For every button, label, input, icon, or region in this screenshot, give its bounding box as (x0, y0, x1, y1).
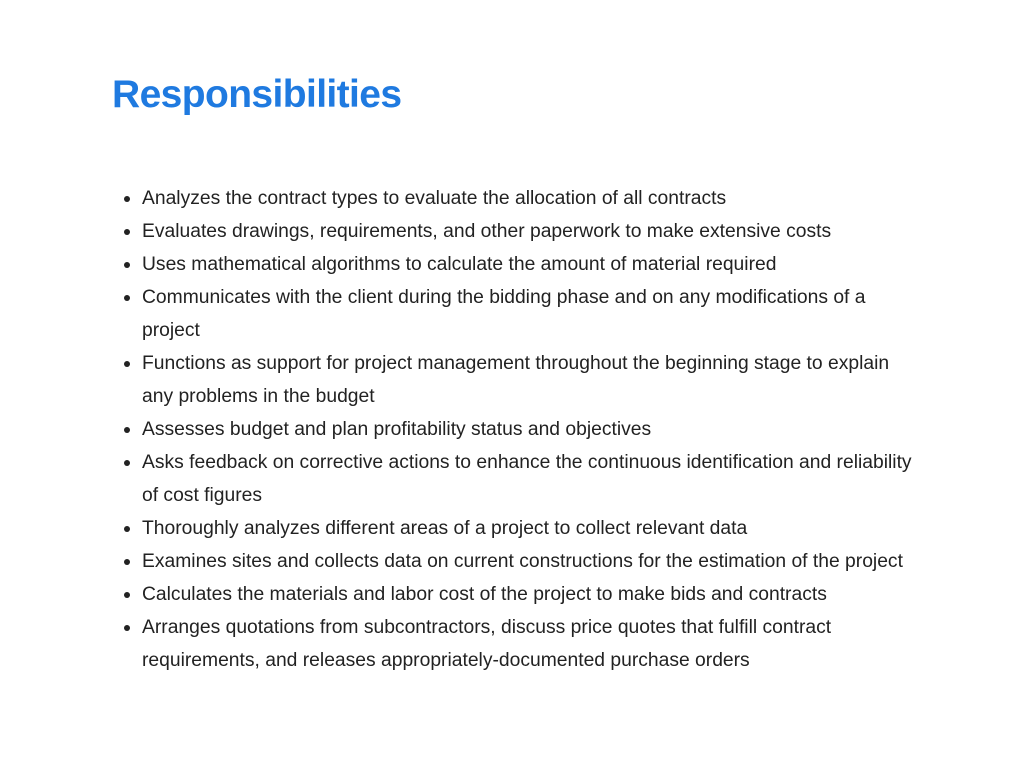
list-item-text: Analyzes the contract types to evaluate the allocation of all contracts (142, 188, 727, 209)
list-item (142, 611, 922, 677)
list-item (142, 413, 922, 446)
list-item-text: Calculates the materials and labor cost of the project to make bids and contracts (142, 584, 827, 605)
list-item-text: Asks feedback on corrective actions to enhance the continuous identification and reliability of cost figures (142, 452, 912, 506)
list-item (142, 578, 922, 611)
list-item-text: Communicates with the client during the bidding phase and on any modifications of a project (142, 287, 866, 341)
bullet-icon (124, 559, 130, 565)
bullet-icon (124, 229, 130, 235)
list-item-text: Thoroughly analyzes different areas of a project to collect relevant data (142, 518, 748, 539)
list-item (142, 281, 922, 347)
bullet-icon (124, 196, 130, 202)
list-item-text: Evaluates drawings, requirements, and other paperwork to make extensive costs (142, 221, 832, 242)
list-item (142, 248, 922, 281)
list-item (142, 182, 922, 215)
bullet-icon (124, 262, 130, 268)
section-heading: Responsibilities (112, 73, 402, 116)
list-item-text: Uses mathematical algorithms to calculate the amount of material required (142, 254, 777, 275)
list-item (142, 446, 922, 512)
bullet-icon (124, 526, 130, 532)
bullet-icon (124, 361, 130, 367)
bullet-icon (124, 427, 130, 433)
responsibilities-list (112, 182, 922, 677)
bullet-icon (124, 460, 130, 466)
list-item (142, 512, 922, 545)
bullet-icon (124, 592, 130, 598)
list-item (142, 215, 922, 248)
list-item-text: Functions as support for project management throughout the beginning stage to explain any problems in the budget (142, 353, 890, 407)
list-item-text: Examines sites and collects data on current constructions for the estimation of the project (142, 551, 903, 572)
bullet-icon (124, 295, 130, 301)
list-item (142, 545, 922, 578)
list-item-text: Assesses budget and plan profitability status and objectives (142, 419, 652, 440)
list-item-text: Arranges quotations from subcontractors, discuss price quotes that fulfill contract requirements, and releases appropriately-documented purchase orders (142, 617, 832, 671)
list-item (142, 347, 922, 413)
bullet-icon (124, 625, 130, 631)
